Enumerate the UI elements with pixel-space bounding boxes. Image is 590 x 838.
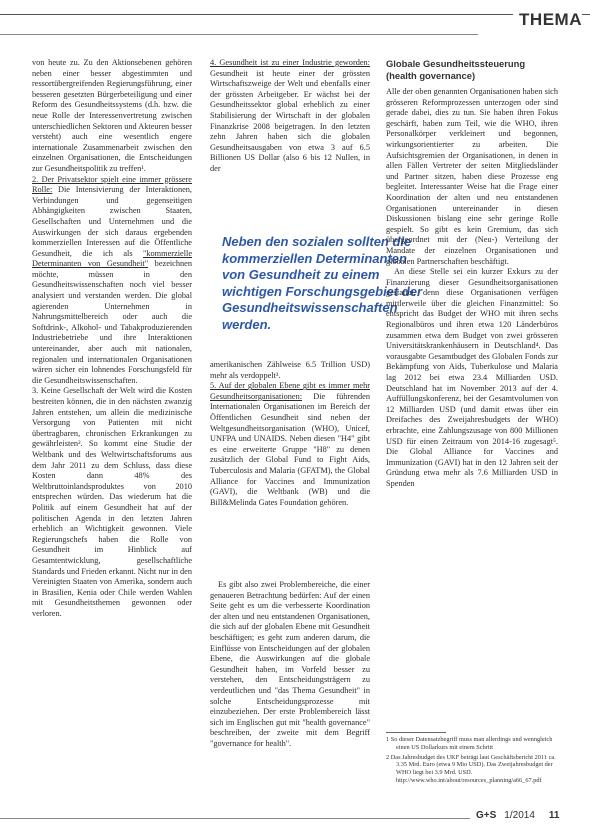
column-2-bottom: [210, 580, 370, 750]
item-4-lead: 4. Gesundheit ist zu einer Industrie geworden:: [210, 58, 370, 67]
footer-label: [476, 810, 559, 821]
col1-item-2: [32, 175, 192, 387]
pullquote: Neben den sozialen sollten die kommerziellen Determinanten von Gesundheit zu einem wichtigen Forschungsgebiet der Gesundheitswissenschaften werden.: [222, 234, 423, 332]
header-rule: [0, 14, 590, 15]
col3-paragraph-2: An diese Stelle sei ein kurzer Exkurs zu der Finanzierung dieser Gesundheitsorganisationen gestattet, denn diese Organisationen verfügen mittlerweile über die gleichen Finanzmittel: So entspricht das Budget der WHO mit ihren sechs Regionalbüros und ihren etwa 120 Länderbüros zusammen etwa dem Budget von zwei grösseren Universitätskrankenhäusern in Deutschland⁴. Das vorausgabte Gesamtbudget des Globalen Fonds zur Bekämpfung von Aids, Tuberkulose und Malaria lag 2012 bei etwa 23.4 Milliarden USD. Deutschland hat im November 2013 auf der 4. Auffüllungskonferenz, bei der Gesamtvolumen von 12 Milliarden USD (und damit etwas über ein Dreifaches des Zweijahresbudgets der WHO) erbrachte, eine Zahlungszusage von 800 Millionen USD für einen Zeitraum von 2014-16 zugesagt⁵. Die Global Alliance for Vaccines and Immunization (GAVI) hat in den 12 Jahren seit der Gründung etwa mehr als 7.6 Milliarden USD in Spenden: [386, 267, 558, 488]
footer-rule: [0, 818, 470, 819]
item-2-body: Die Intensivierung der Interaktionen, Verbindungen und gegenseitigen Abhängigkeiten zwischen Staaten, Gesellschaften und Unternehmen und die Auswirkungen der sich daraus ergebenden kommerziellen Interessen auf die Öffentliche Gesundheit, die ich als: [32, 185, 192, 258]
col2-bottom-paragraph: Es gibt also zwei Problembereiche, die einer genaueren Betrachtung bedürfen: Auf der einen Seite geht es um die verbesserte Koordination der alten und neu entstandenen Organisationen, die sich auf der globalen Ebene mit Gesundheit beschäftigen; es geht zum anderen darum, die Einflüsse von Entscheidungen auf der globalen Ebene, die Auswirkungen auf die globale Gesundheit haben, im Vorfeld besser zu verstehen, den Entscheidungsträgern zu verdeutlichen und "das Thema Gesundheit" in solche Entscheidungsprozesse mit einzubeziehen. Der erste Problembereich lässt sich im Englischen gut mit "health governance" beschreiben, der zweite mit dem Begriff "governance for health".: [210, 580, 370, 748]
col1-item-3: 3. Keine Gesellschaft der Welt wird die Kosten bestreiten können, die in den nächsten zwanzig Jahren entstehen, um allein die medizinische Versorgung von Patienten mit nicht übertragbaren, chronischen Erkrankungen zu gewährleisten². So kommt eine Studie der Weltbank und des Weltwirtschaftsforums aus dem Jahr 2011 zu dem Schluss, dass diese Kosten dann 48% des Weltbruttoinlandsproduktes von 2010 entsprechen würden. Das wiederum hat die Politik auf einem Gesundheit hat auf der politischen Agenda in den letzten Jahren erheblich an Wichtigkeit gewonnen. Viele Regierungschefs haben die Rolle von Gesundheit im Hinblick auf Gesamtentwicklung, gesellschaftliche Standards und Frieden erkannt. Nicht nur in den Vereinigten Staaten von Amerika, sondern auch in Brasilien, Kenia oder Chile werden Wahlen mit Gesundheitsthemen gewonnen oder verloren.: [32, 386, 192, 618]
column-1: [32, 58, 192, 619]
footnote-1: 1 So dieser Datensatzbegriff muss man allerdings und wenngleich einen US Dollarkurs mit einem Schritt: [386, 736, 553, 751]
item-2-quote: "kommerzielle Determinanten von Gesundheit": [32, 248, 192, 269]
footer-brand: G+S: [476, 810, 497, 821]
col2-item-4: [210, 58, 370, 175]
item-2-lead: 2. Der Privatsektor spielt eine immer grössere Rolle:: [32, 174, 192, 195]
item-2-rest: bezeichnen möchte, müssen in den Gesundheitswissenschaften noch viel besser analysiert und verstanden werden. Die global agierenden Unternehmen in Nahrungsmittelbereich oder auch die Softdrink-, Alkohol- und Tabakproduzierenden Industriebetriebe und ihre Interaktionen untereinander, aber auch mit nationalen, regionalen und internationalen Organisationen wären sicher ein lohnendes Forschungsfeld für die Gesundheitswissenschaften.: [32, 259, 192, 385]
col2-continuation: amerikanischen Zählweise 6.5 Trillion USD) mehr als verdoppelt³.: [210, 360, 370, 380]
column-2-top: [210, 58, 370, 175]
footnote-rule: [386, 732, 446, 733]
footnote-2: 2 Das Jahresbudget des UKF beträgt laut Geschäftsbericht 2011 ca. 3.35 Mrd. Euro (etwa 9 Mio USD). Das Zweijahresbudget der WHO liegt bei 3.9 Mrd. USD. http://www.who.int/about/resources_planning/a66_67.pdf: [386, 753, 556, 784]
footnotes: [386, 732, 558, 787]
item-5-lead: 5. Auf der globalen Ebene gibt es immer mehr Gesundheitsorganisationen:: [210, 381, 370, 401]
item-5-body: Die führenden Internationalen Organisationen im Bereich der Öffentlichen Gesundheit sind neben der Weltgesundheitsorganisation (WHO), Unicef, UNFPA und UNAIDS. Neben diesen "H4" gibt es eine erweiterte Gruppe "H8" zu denen zusätzlich der Global Fund to Fight Aids, Tuberculosis and Malaria (GFATM), the Global Alliance for Vaccines and Immunization (GAVI), die Weltbank (WB) und die Bill&Melinda Gates Foundation gehören.: [210, 391, 370, 507]
column-3: [386, 58, 558, 490]
item-4-body: Gesundheit ist heute einer der grössten Wirtschaftszweige der Welt und ebenfalls einer der grössten Arbeitgeber. Er wächst bei der Gesundheitssektor global erheblich zu einer Stabilisierung der Wirtschaft in der globalen Finanzkrise 2008 beigetragen. In den letzten zehn Jahren haben sich die globalen Gesundheitsausgaben von etwa 3 auf 6.5 Billionen US Dollar (also 6 bis 12 Nullen, in der: [210, 68, 370, 173]
col3-paragraph-1: Alle der oben genannten Organisationen haben sich grösseren Reformprozessen unterzogen oder sind gerade dabei, dies zu tun. Sie haben ihren Fokus geschärft, haben zum Teil, wie die WHO, ihren Personalkörper verkleinert und begonnen, wirkungsorientierter zu arbeiten. Die Aufsichtsgremien der Organisationen, in denen in allen Fällen Vertreter der seiten Mitgliedsländer und Partner sitzen, haben diese Prozesse eng begleitet. Interessanter Weise hat die Frage einer Koordination der alten und neu entstandenen Organisationen untereinander in diesen Diskussionen bislang eine sehr geringe Rolle gespielt. So gibt es kein Gremium, das sich übergeordnet mit der (Neu-) Verteilung der Mandate der einzelnen Organisationen und globalen Partnerschaften beschäftigt.: [386, 87, 558, 266]
section-heading: Globale Gesundheitssteuerung (health governance): [386, 58, 526, 81]
col1-paragraph-1: von heute zu. Zu den Aktionsebenen gehören neben einer besser abgestimmten und ressortübergreifenden Regierungsführung, einer besseren gesetzten Bürgerbeteiligung und einer Reform des Gesundheitssystems (d.h. bzw. die neue Rolle der Interessenvertretung zwischen unterschiedlichen Sektoren und Akteuren besser versteht) auch eine wesentlich engere internationale Zusammenarbeit zwischen den einzelnen Organisationen, die Entscheidungen zur Gesundheitspolitik zu treffen¹.: [32, 58, 192, 173]
column-2-middle: [210, 360, 370, 508]
section-title: THEMA: [513, 10, 582, 30]
col2-item-5: [210, 381, 370, 508]
footer-issue: 1/2014: [504, 810, 535, 821]
page-number: 11: [548, 810, 560, 821]
page-footer: [0, 808, 590, 828]
header-rule-secondary: [0, 34, 478, 35]
